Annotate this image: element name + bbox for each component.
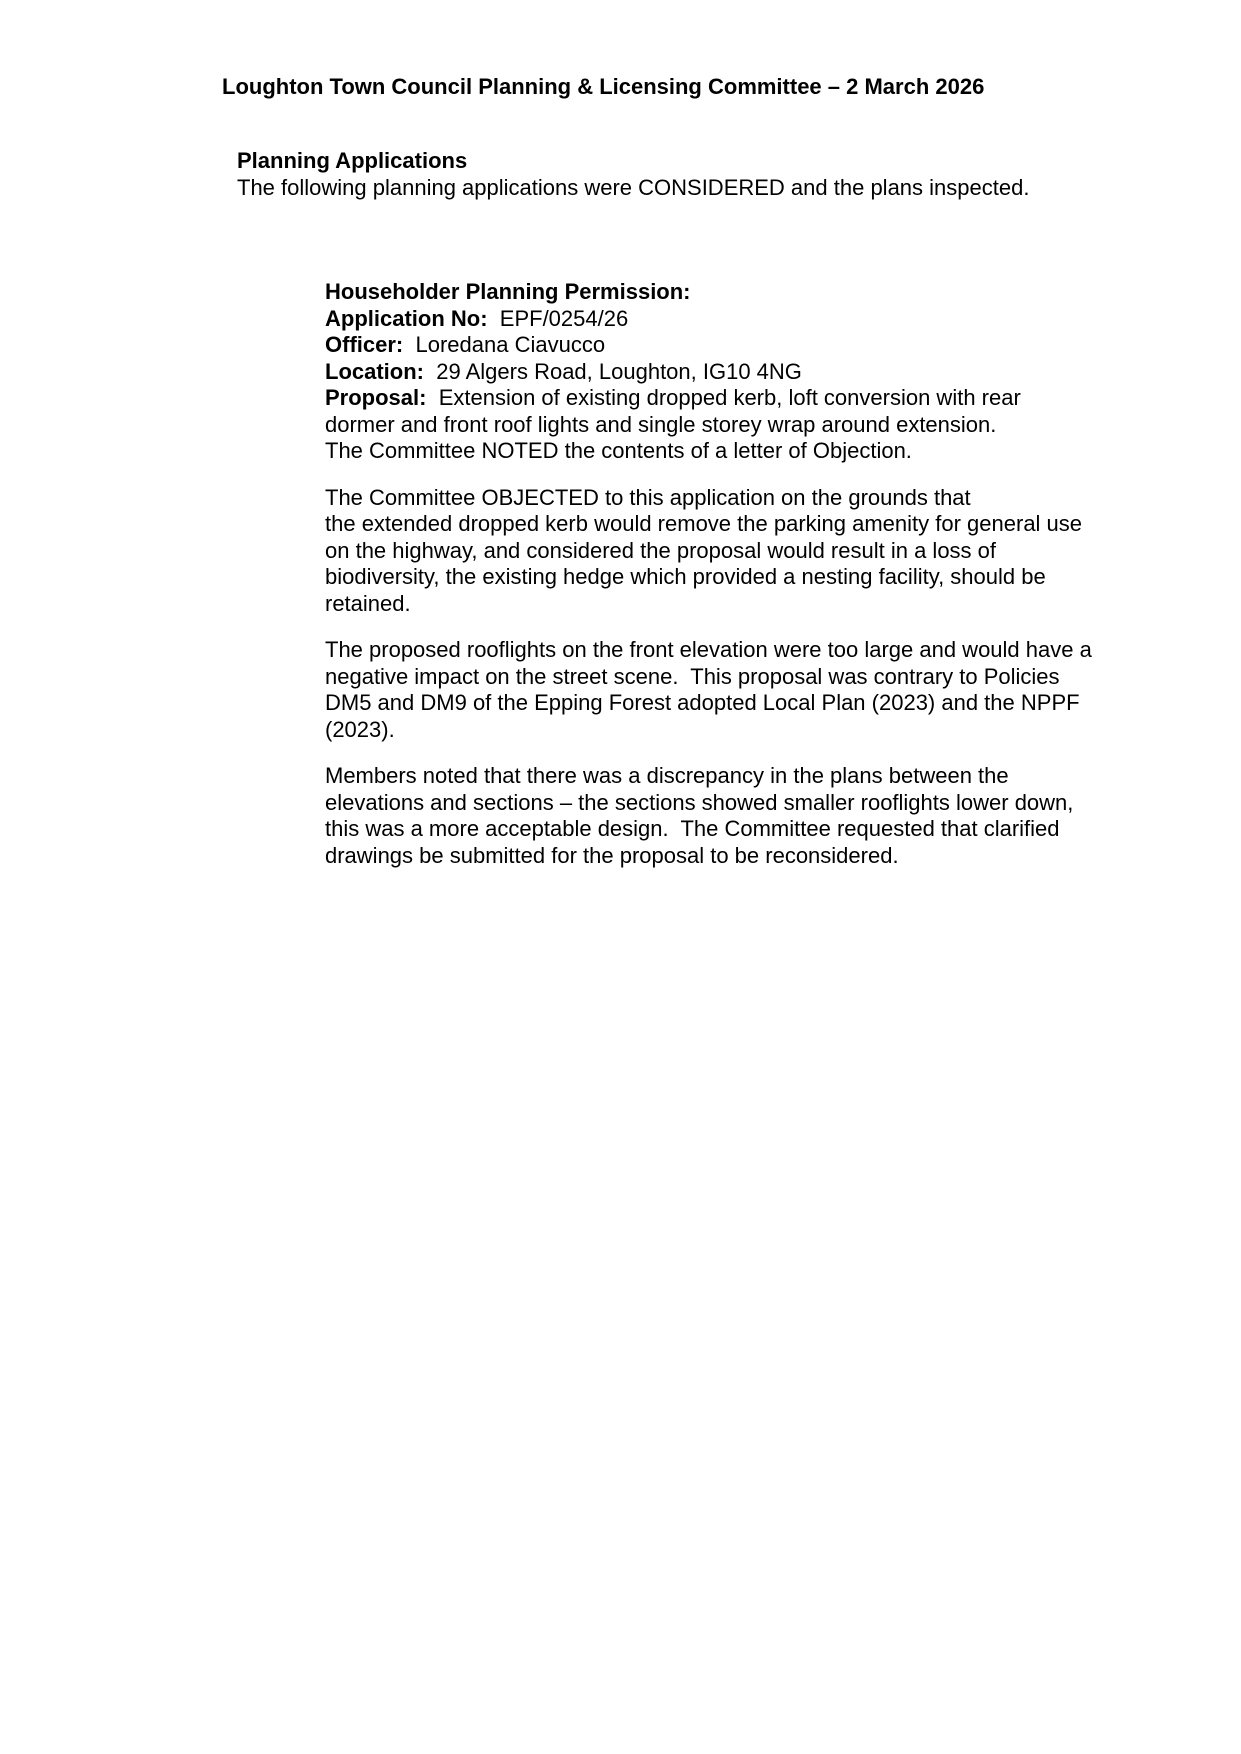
- location-value: 29 Algers Road, Loughton, IG10 4NG: [436, 358, 802, 384]
- page-header-title: Loughton Town Council Planning & Licensing Committee – 2 March 2026: [222, 74, 985, 99]
- application-number-value: EPF/0254/26: [499, 305, 629, 331]
- proposal-line-2: dormer and front roof lights and single storey wrap around extension.: [325, 411, 997, 437]
- section-intro: The following planning applications were CONSIDERED and the plans inspected.: [237, 175, 1030, 200]
- location-label: Location:: [325, 358, 424, 384]
- application-number-label: Application No:: [325, 305, 488, 331]
- objection-paragraph: [325, 485, 1125, 618]
- proposal-label: Proposal:: [325, 385, 427, 410]
- proposal-line-1: Extension of existing dropped kerb, loft conversion with rear: [438, 385, 1021, 410]
- officer-row: [325, 332, 1125, 359]
- discrepancy-paragraph: Members noted that there was a discrepancy in the plans between the elevations and sections – the sections showed smaller rooflights lower down, this was a more acceptable design. The Committee requested that clarified drawings be submitted for the proposal to be reconsidered.: [325, 763, 1074, 868]
- rooflights-paragraph: The proposed rooflights on the front elevation were too large and would have a negative impact on the street scene. This proposal was contrary to Policies DM5 and DM9 of the Epping Forest adopted Local Plan (2023) and the NPPF (2023).: [325, 637, 1092, 742]
- application-number-row: [325, 306, 1125, 333]
- noted-text: The Committee NOTED the contents of a letter of Objection.: [325, 438, 912, 463]
- section-heading: Planning Applications: [237, 148, 468, 173]
- location-row: [325, 359, 1125, 386]
- objection-detail: the extended dropped kerb would remove the parking amenity for general use on the highway, and considered the proposal would result in a loss of biodiversity, the existing hedge which provided a nesting facility, should be retained.: [325, 511, 1083, 616]
- application-block: [325, 279, 1125, 869]
- application-type: Householder Planning Permission:: [325, 279, 691, 304]
- officer-label: Officer:: [325, 332, 404, 357]
- proposal-row: [325, 385, 1125, 412]
- objection-first-line: The Committee OBJECTED to this application on the grounds that: [325, 484, 971, 510]
- officer-value: Loredana Ciavucco: [415, 332, 606, 357]
